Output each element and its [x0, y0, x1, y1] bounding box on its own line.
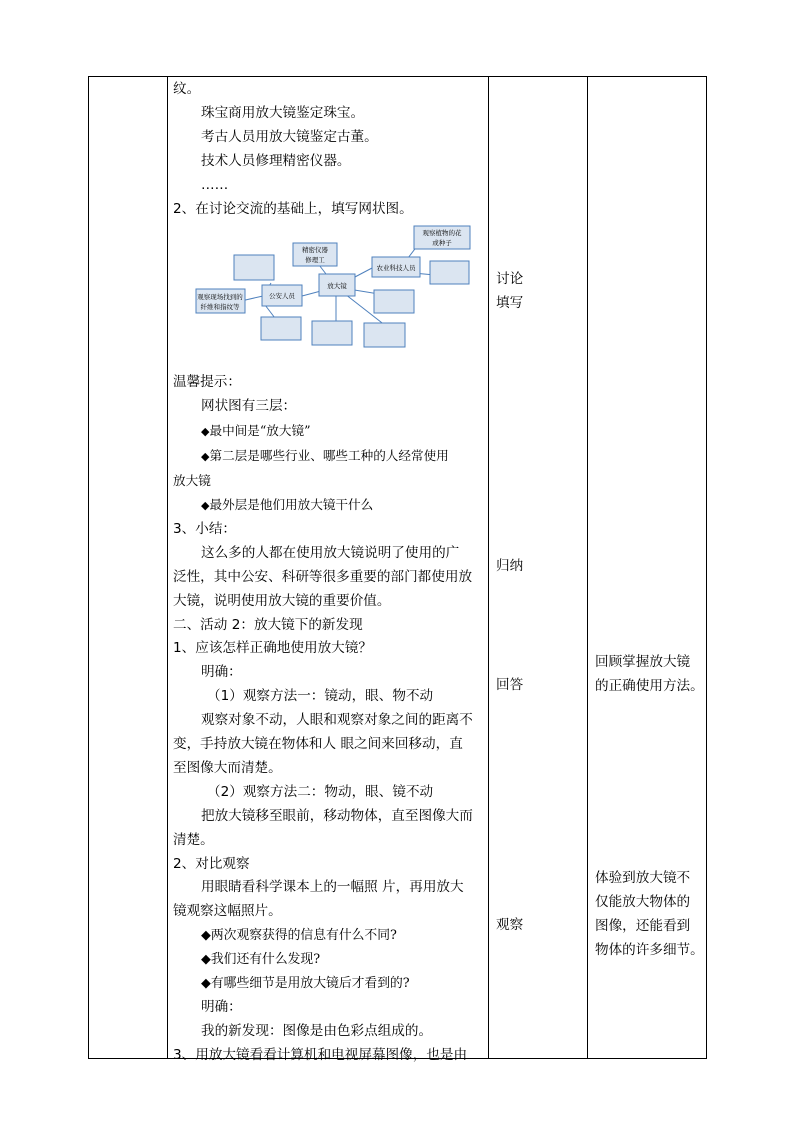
- question-heading: 1、应该怎样正确地使用放大镜？: [173, 640, 372, 657]
- diamond-bullet-icon: ◆: [201, 450, 210, 464]
- compare-question: ◆两次观察获得的信息有什么不同?: [201, 928, 397, 944]
- activity-discuss: 讨论 填写: [496, 271, 524, 311]
- column-divider-3: [587, 76, 588, 1059]
- summary-line: 大镜，说明使用放大镜的重要价值。: [173, 592, 391, 609]
- method-text: 把放大镜移至眼前，移动物体，直至图像大而: [201, 807, 473, 824]
- hint-intro: 网状图有三层：: [201, 398, 297, 415]
- method-text: 观察对象不动，人眼和观察对象之间的距离不: [201, 712, 473, 729]
- activity-induce: 归纳: [496, 558, 524, 574]
- teaching-content: [173, 78, 485, 1068]
- diamond-bullet-icon: ◆: [201, 952, 211, 968]
- activity-heading: 二、活动 2：放大镜下的新发现: [173, 616, 363, 633]
- method-text: 变，手持放大镜在物体和人 眼之间来回移动，直: [173, 736, 463, 753]
- note-review: 回顾掌握放大镜 的正确使用方法。: [595, 654, 704, 694]
- hint-bullet: ◆最外层是他们用放大镜干什么: [201, 496, 374, 512]
- clarify-label: 明确：: [201, 999, 242, 1015]
- plant-label-1: 观察植物的花: [422, 229, 462, 238]
- method-text: 至图像大而清楚。: [173, 759, 282, 776]
- text-line: 考古人员用放大镜鉴定古董。: [201, 128, 378, 145]
- text-line: 珠宝商用放大镜鉴定珠宝。: [201, 104, 365, 121]
- method-text: 清楚。: [173, 831, 214, 848]
- center-label: 放大镜: [327, 282, 347, 291]
- method-heading: （1）观察方法一：镜动，眼、物不动: [207, 688, 434, 705]
- activity-answer: 回答: [496, 677, 524, 693]
- compare-question: ◆有哪些细节是用放大镜后才看到的?: [201, 976, 410, 992]
- diamond-bullet-icon: ◆: [201, 425, 210, 439]
- summary-heading: 3、小结：: [173, 520, 237, 537]
- summary-line: 泛性，其中公安、科研等很多重要的部门都使用放: [173, 568, 473, 585]
- step-heading: 2、在讨论交流的基础上，填写网状图。: [173, 200, 413, 217]
- hint-title: 温馨提示：: [173, 374, 241, 391]
- plant-label-2: 或种子: [432, 239, 452, 248]
- precision-label-1: 精密仪器: [302, 246, 328, 255]
- diamond-bullet-icon: ◆: [201, 928, 211, 944]
- hint-bullet: ◆最中间是“放大镜”: [201, 423, 311, 439]
- question-heading: 2、对比观察: [173, 855, 250, 872]
- text-line: 技术人员修理精密仪器。: [201, 152, 351, 169]
- diamond-bullet-icon: ◆: [201, 976, 211, 992]
- summary-line: 这么多的人都在使用放大镜说明了使用的广: [201, 544, 460, 561]
- precision-label-2: 修理工: [305, 256, 325, 265]
- compare-question: ◆我们还有什么发现?: [201, 952, 321, 968]
- compare-text: 镜观察这幅照片。: [173, 903, 282, 920]
- diamond-bullet-icon: ◆: [201, 498, 210, 512]
- police-label: 公安人员: [269, 292, 295, 301]
- web-diagram: [173, 223, 485, 371]
- finding-text: 我的新发现：图像是由色彩点组成的。: [201, 1022, 433, 1039]
- activity-observe: 观察: [496, 917, 524, 933]
- scene-label-2: 纤维和指纹等: [200, 303, 240, 312]
- compare-text: 用眼睛看科学课本上的一幅照 片，再用放大: [201, 879, 464, 896]
- agri-label: 农业科技人员: [376, 264, 416, 273]
- column-divider-1: [167, 76, 168, 1059]
- hint-bullet-continued: 放大镜: [173, 473, 211, 489]
- text-line: 纹。: [173, 81, 201, 97]
- column-divider-2: [488, 76, 489, 1059]
- method-heading: （2）观察方法二：物动，眼、镜不动: [207, 783, 434, 800]
- scene-label-1: 观察现场找到的: [197, 293, 243, 302]
- hint-bullet: ◆第二层是哪些行业、哪些工种的人经常使用: [201, 448, 449, 464]
- note-experience: 体验到放大镜不 仅能放大物体的 图像，还能看到 物体的许多细节。: [595, 870, 704, 958]
- clarify-label: 明确：: [201, 664, 242, 681]
- text-line: ……: [201, 176, 229, 193]
- question-heading: 3、用放大镜看看计算机和电视屏幕图像，也是由: [173, 1046, 468, 1063]
- web-diagram-svg: [193, 223, 483, 369]
